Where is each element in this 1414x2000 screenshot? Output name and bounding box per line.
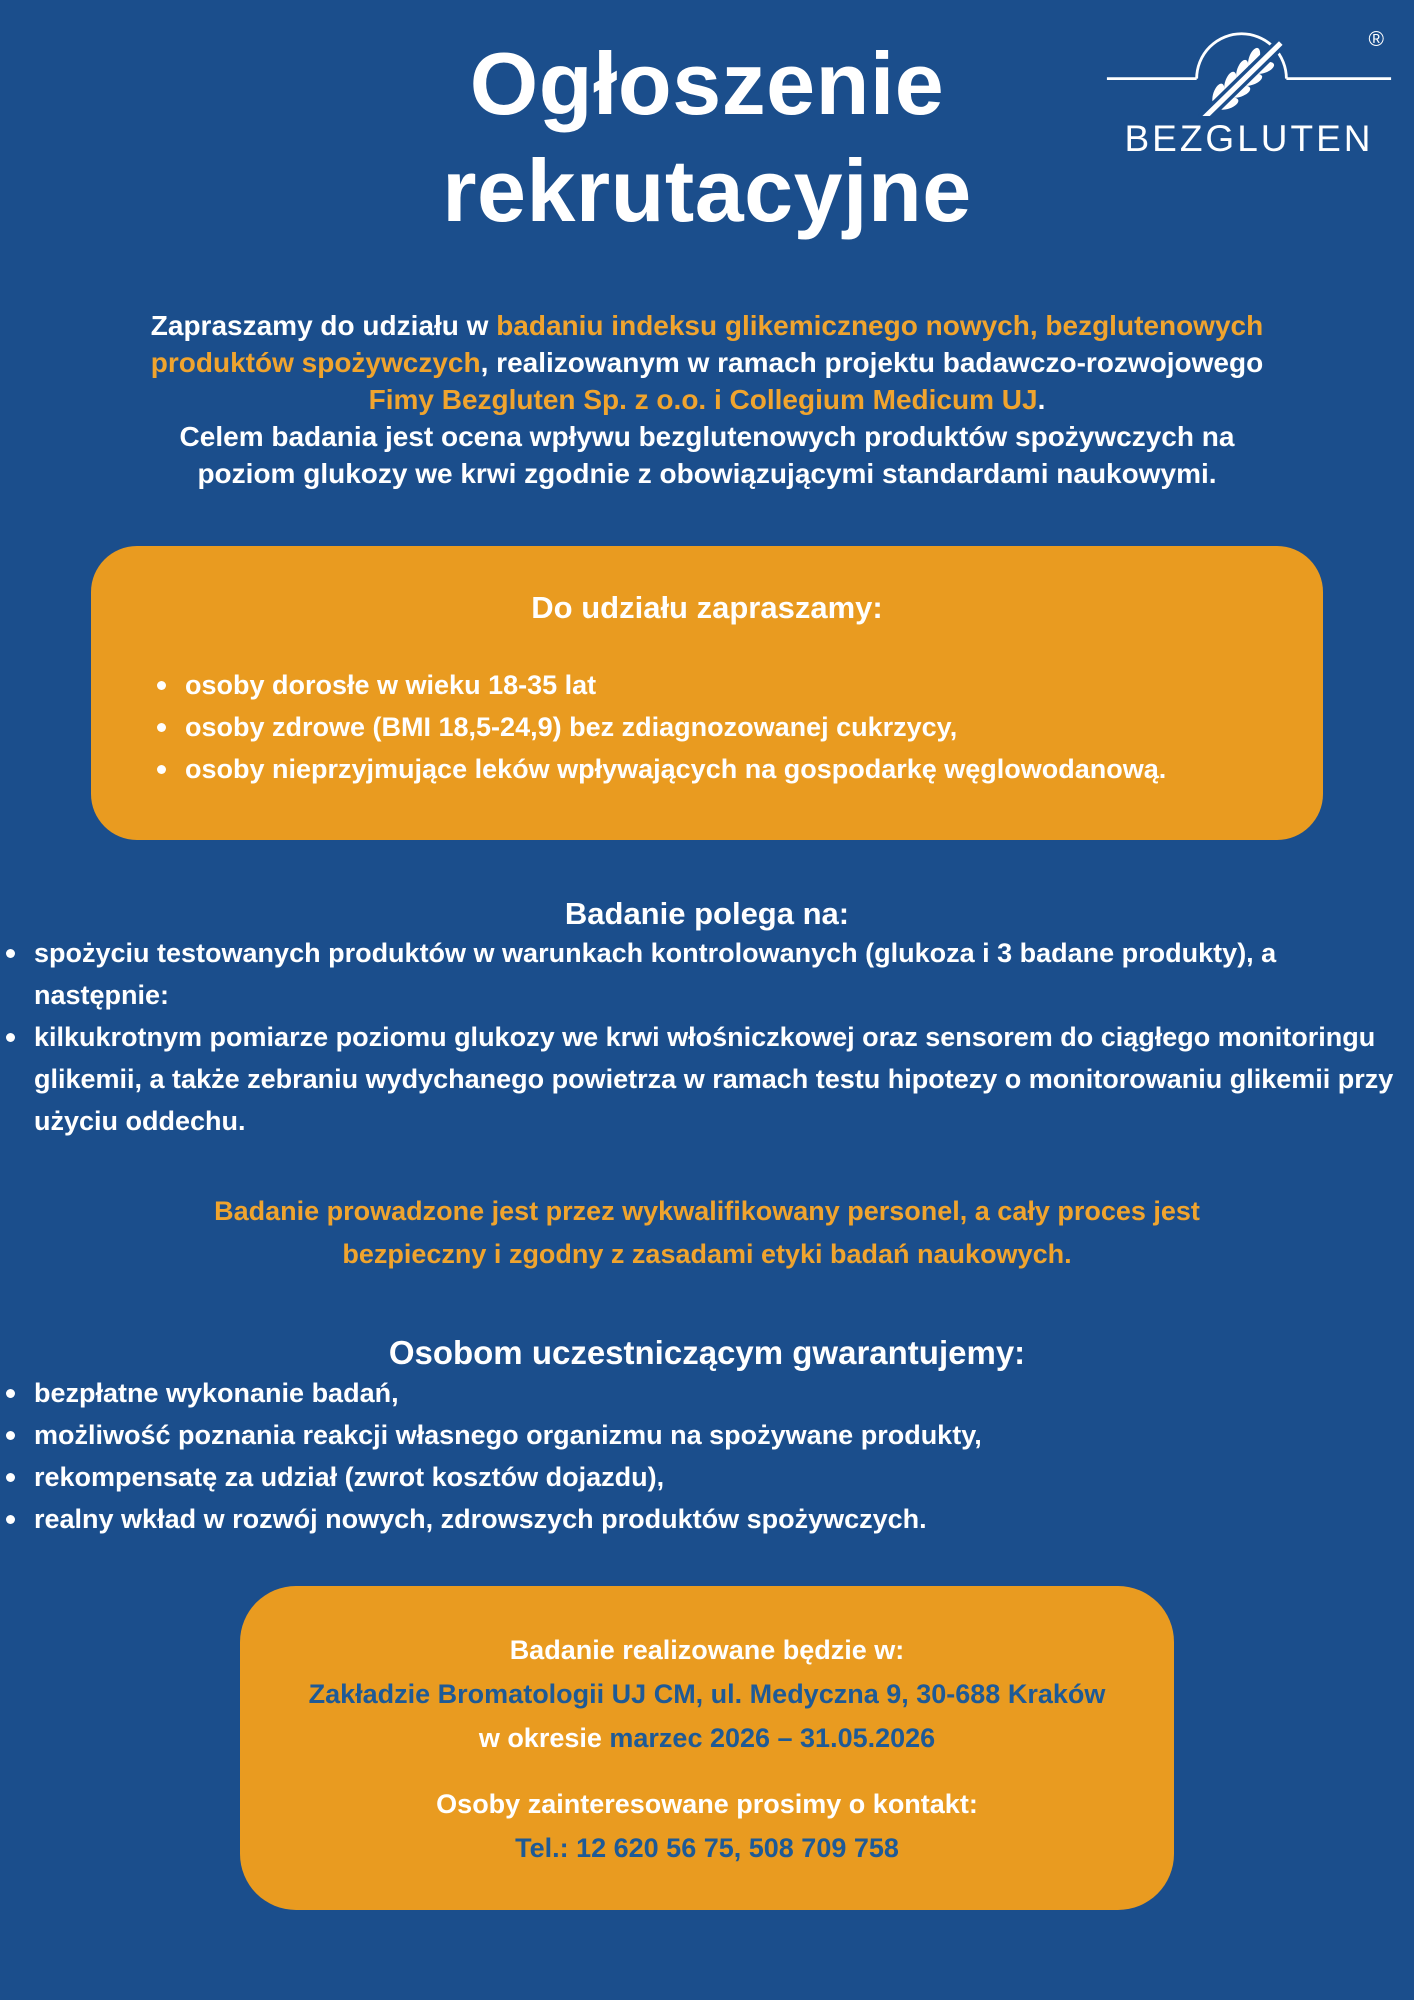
text-line [270,1826,1144,1870]
registered-trademark-icon: ® [1368,28,1384,51]
text-line [0,418,1414,455]
text-line [97,1190,1317,1233]
list-item: osoby nieprzyjmujące leków wpływających na gospodarkę węglowodanową. [151,748,1263,790]
list-item: osoby dorosłe w wieku 18-35 lat [151,664,1263,706]
text-segment: Fimy Bezgluten Sp. z o.o. i Collegium Medicum UJ [368,383,1038,415]
study-heading: Badanie polega na: [564,895,850,931]
text-segment: produktów spożywczych [150,346,481,378]
list-item: realny wkład w rozwój nowych, zdrowszych produktów spożywczych. [0,1498,1414,1540]
text-line [0,381,1414,418]
text-segment: Celem badania jest ocena wpływu bezglutenowych produktów spożywczych na [179,420,1235,452]
text-line [270,1782,1144,1826]
text-segment: badaniu indeksu glikemicznego nowych, bezglutenowych [496,309,1264,341]
text-segment: Badanie prowadzone jest przez wykwalifikowany personel, a cały proces jest [214,1195,1200,1226]
brand-wordmark: BEZGLUTEN [1124,118,1374,159]
text-line [0,455,1414,492]
text-segment: w okresie [478,1722,610,1753]
invite-box [91,546,1323,840]
text-line [270,1628,1144,1672]
text-segment: marzec 2026 – 31.05.2026 [609,1722,936,1753]
study-note [97,1190,1317,1276]
guarantee-list [0,1372,1414,1540]
list-item: osoby zdrowe (BMI 18,5-24,9) bez zdiagnozowanej cukrzycy, [151,706,1263,748]
text-segment: Zakładzie Bromatologii UJ CM, ul. Medyczna 9, 30-688 Kraków [308,1678,1106,1709]
text-segment: Zapraszamy do udziału w [150,309,497,341]
page-title-line-2: rekrutacyjne [442,141,972,241]
text-segment: poziom glukozy we krwi zgodnie z obowiązującymi standardami naukowymi. [197,457,1217,489]
list-item: rekompensatę za udział (zwrot kosztów dojazdu), [0,1456,1414,1498]
study-list [0,932,1414,1142]
list-item: spożyciu testowanych produktów w warunkach kontrolowanych (glukoza i 3 badane produkty), a następnie: [0,932,1414,1016]
brand-logo [1098,30,1400,160]
text-line [0,307,1414,344]
guarantee-heading: Osobom uczestniczącym gwarantujemy: [388,1333,1026,1371]
text-segment: bezpieczny i zgodny z zasadami etyki badań naukowych. [342,1238,1072,1269]
intro-paragraph [0,307,1414,492]
text-segment: , realizowanym w ramach projektu badawczo-rozwojowego [480,346,1264,378]
list-item: kilkukrotnym pomiarze poziomu glukozy we krwi włośniczkowej oraz sensorem do ciągłego monitoringu glikemii, a także zebraniu wydychanego powietrza w ramach testu hipotezy o monitorowaniu glikemii przy użyciu oddechu. [0,1016,1414,1142]
list-item: bezpłatne wykonanie badań, [0,1372,1414,1414]
text-segment: Tel.: 12 620 56 75, 508 709 758 [515,1832,899,1863]
text-line [270,1716,1144,1760]
invite-box-heading: Do udziału zapraszamy: [531,589,883,625]
text-line [97,1233,1317,1276]
invite-list [151,664,1263,790]
text-segment: . [1037,383,1046,415]
text-segment: Osoby zainteresowane prosimy o kontakt: [436,1788,978,1819]
text-line [0,344,1414,381]
text-line [270,1672,1144,1716]
location-box [240,1586,1174,1910]
crossed-wheat-icon [1098,30,1400,116]
text-segment: Badanie realizowane będzie w: [509,1634,905,1665]
page-title-line-1: Ogłoszenie [469,34,945,133]
list-item: możliwość poznania reakcji własnego organizmu na spożywane produkty, [0,1414,1414,1456]
